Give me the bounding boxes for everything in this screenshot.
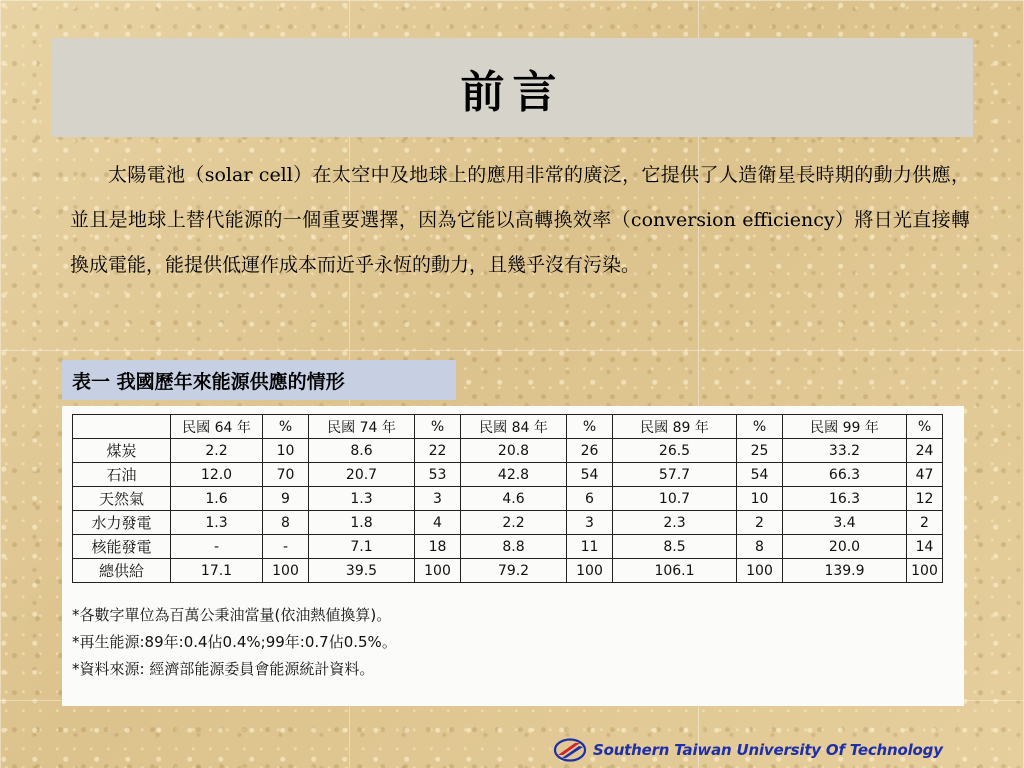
table-header-cell: 民國 99 年 [783,415,907,439]
table-cell: - [171,535,263,559]
table-row [73,439,943,463]
table-cell: 25 [737,439,783,463]
table-cell: 3.4 [783,511,907,535]
table-cell: 1.8 [309,511,415,535]
table-cell: 8.5 [613,535,737,559]
table-cell: 100 [415,559,461,583]
table-cell: 9 [263,487,309,511]
table-cell: 26 [567,439,613,463]
table-cell: 39.5 [309,559,415,583]
university-name: Southern Taiwan University Of Technology [593,741,943,759]
table-row [73,487,943,511]
table-row [73,559,943,583]
table-cell: - [263,535,309,559]
table-cell: 33.2 [783,439,907,463]
table-header-cell: 民國 74 年 [309,415,415,439]
table-body [73,439,943,583]
table-corner-cell [73,415,171,439]
table-caption: 表一 我國歷年來能源供應的情形 [62,360,456,400]
table-cell: 100 [907,559,943,583]
table-cell: 14 [907,535,943,559]
table-cell: 11 [567,535,613,559]
table-cell: 66.3 [783,463,907,487]
table-cell: 100 [263,559,309,583]
table-cell: 20.0 [783,535,907,559]
table-cell: 1.6 [171,487,263,511]
table-cell: 2 [737,511,783,535]
table-cell: 18 [415,535,461,559]
table-header-row [73,415,943,439]
table-cell: 2.2 [461,511,567,535]
table-cell: 53 [415,463,461,487]
table-cell: 42.8 [461,463,567,487]
table-row-label: 天然氣 [73,487,171,511]
table-row [73,511,943,535]
table-cell: 1.3 [309,487,415,511]
table-cell: 2.2 [171,439,263,463]
table-row [73,535,943,559]
footer [553,737,943,763]
note-source: *資料來源: 經濟部能源委員會能源統計資料。 [72,660,375,678]
table-cell: 24 [907,439,943,463]
table-cell: 54 [737,463,783,487]
table-header-cell: % [263,415,309,439]
table-cell: 70 [263,463,309,487]
table-cell: 2 [907,511,943,535]
table-cell: 100 [737,559,783,583]
table-cell: 3 [415,487,461,511]
table-cell: 26.5 [613,439,737,463]
table-header-cell: 民國 89 年 [613,415,737,439]
table-header-cell: % [415,415,461,439]
table-cell: 8 [737,535,783,559]
table-cell: 7.1 [309,535,415,559]
table-header-cell: 民國 84 年 [461,415,567,439]
table-header-cell: 民國 64 年 [171,415,263,439]
table-row-label: 核能發電 [73,535,171,559]
table-cell: 12.0 [171,463,263,487]
table-cell: 16.3 [783,487,907,511]
table-cell: 54 [567,463,613,487]
table-cell: 6 [567,487,613,511]
table-row-label: 石油 [73,463,171,487]
energy-table-image [62,406,964,706]
table-cell: 100 [567,559,613,583]
table-cell: 10 [263,439,309,463]
note-units: *各數字單位為百萬公秉油當量(依油熱値換算)。 [72,606,392,624]
table-row-label: 煤炭 [73,439,171,463]
table-cell: 10.7 [613,487,737,511]
energy-supply-table [72,414,943,583]
table-cell: 12 [907,487,943,511]
table-cell: 79.2 [461,559,567,583]
table-cell: 3 [567,511,613,535]
table-header-cell: % [567,415,613,439]
table-cell: 22 [415,439,461,463]
table-cell: 17.1 [171,559,263,583]
slide-title: 前言 [460,66,565,118]
table-row [73,463,943,487]
table-cell: 4 [415,511,461,535]
table-cell: 8 [263,511,309,535]
table-cell: 2.3 [613,511,737,535]
table-row-label: 總供給 [73,559,171,583]
table-cell: 106.1 [613,559,737,583]
table-cell: 8.8 [461,535,567,559]
table-cell: 20.8 [461,439,567,463]
table-cell: 47 [907,463,943,487]
table-row-label: 水力發電 [73,511,171,535]
note-renewable: *再生能源:89年:0.4佔0.4%;99年:0.7佔0.5%。 [72,633,397,651]
table-cell: 8.6 [309,439,415,463]
table-cell: 20.7 [309,463,415,487]
table-cell: 4.6 [461,487,567,511]
stut-logo-icon [553,738,587,762]
table-cell: 10 [737,487,783,511]
title-bar [52,38,973,137]
table-header-cell: % [907,415,943,439]
table-notes [72,602,397,683]
intro-paragraph: 太陽電池（solar cell）在太空中及地球上的應用非常的廣泛，它提供了人造衛星長時期的動力供應，並且是地球上替代能源的一個重要選擇，因為它能以高轉換效率（conversion efficiency）將日光直接轉換成電能，能提供低運作成本而近乎永恆的動力，且幾乎沒有污染。 [70,164,970,276]
table-cell: 1.3 [171,511,263,535]
table-header-cell: % [737,415,783,439]
table-cell: 57.7 [613,463,737,487]
table-cell: 139.9 [783,559,907,583]
